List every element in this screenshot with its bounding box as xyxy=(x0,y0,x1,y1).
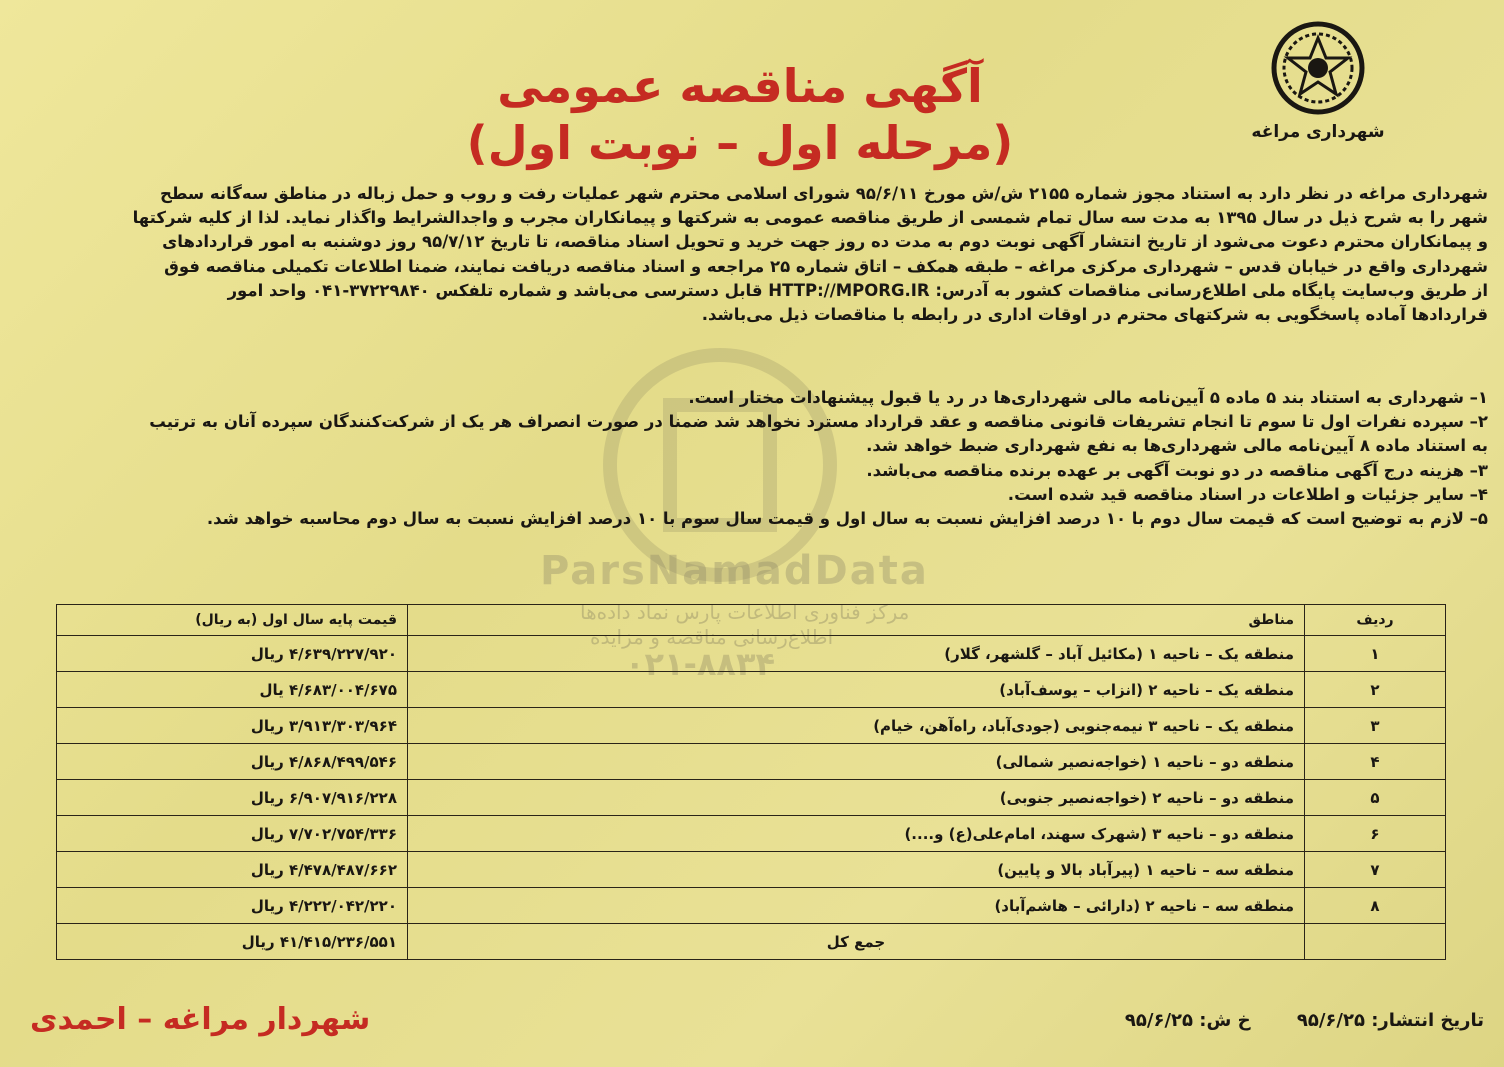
row-price: ۴/۴۷۸/۴۸۷/۶۶۲ ریال xyxy=(57,852,408,888)
row-price: ۴/۶۳۹/۲۲۷/۹۲۰ ریال xyxy=(57,636,408,672)
row-area: منطقه یک – ناحیه ۱ (مکائیل آباد – گلشهر، گلار) xyxy=(408,636,1305,672)
table-row xyxy=(57,744,1446,780)
publish-date: تاریخ انتشار: ۹۵/۶/۲۵ xyxy=(1296,1010,1484,1031)
row-area: منطقه سه – ناحیه ۱ (پیرآباد بالا و پایین) xyxy=(408,852,1305,888)
condition-item: ۴– سایر جزئیات و اطلاعات در اسناد مناقصه قید شده است. xyxy=(1007,484,1488,504)
table-row xyxy=(57,708,1446,744)
row-price: ۴/۸۶۸/۴۹۹/۵۴۶ ریال xyxy=(57,744,408,780)
notice-title xyxy=(420,58,1060,172)
intro-line: شهرداری واقع در خیابان قدس – شهرداری مرکزی مراغه – طبقه همکف – اتاق شماره ۲۵ مراجعه و اسناد مناقصه دریافت نمایند، ضمنا اطلاعات تکمیلی مناقصه فوق xyxy=(164,256,1488,276)
publish-info xyxy=(1085,1010,1484,1031)
intro-line: و پیمانکاران محترم دعوت می‌شود از تاریخ انتشار آگهی نوبت دوم به مدت ده روز جهت خرید و تحویل اسناد مناقصه، تا تاریخ ۹۵/۷/۱۲ روز دوشنبه به امور قراردادهای xyxy=(162,232,1488,252)
watermark-text: ParsNamadData xyxy=(540,548,929,594)
table-total-row xyxy=(57,924,1446,960)
total-price: ۴۱/۴۱۵/۲۳۶/۵۵۱ ریال xyxy=(57,924,408,960)
tender-table xyxy=(56,604,1446,960)
row-area: منطقه یک – ناحیه ۳ نیمه‌جنوبی (جودی‌آباد، راه‌آهن، خیام) xyxy=(408,708,1305,744)
row-number: ۳ xyxy=(1305,708,1446,744)
logo-label: شهرداری مراغه xyxy=(1251,122,1385,142)
condition-item: ۵– لازم به توضیح است که قیمت سال دوم با ۱۰ درصد افزایش نسبت به سال اول و قیمت سال سوم با ۱۰ درصد افزایش نسبت به سال دوم محاسبه خواهد شد. xyxy=(206,509,1488,529)
table-row xyxy=(57,888,1446,924)
mayor-signature: شهردار مراغه – احمدی xyxy=(30,1002,371,1037)
row-area: منطقه یک – ناحیه ۲ (انزاب – یوسف‌آباد) xyxy=(408,672,1305,708)
row-price: ۴/۲۲۲/۰۴۲/۲۲۰ ریال xyxy=(57,888,408,924)
row-area: منطقه دو – ناحیه ۱ (خواجه‌نصیر شمالی) xyxy=(408,744,1305,780)
condition-item: ۲– سپرده نفرات اول تا سوم تا انجام تشریفات قانونی مناقصه و عقد قرارداد مسترد نخواهد شد ضمنا در صورت انصراف هر یک از شرکت‌کنندگان سپرده آنان به ترتیب xyxy=(149,412,1488,432)
row-area: منطقه دو – ناحیه ۳ (شهرک سهند، امام‌علی(ع) و....) xyxy=(408,816,1305,852)
condition-item: ۳– هزینه درج آگهی مناقصه در دو نوبت آگهی بر عهده برنده مناقصه می‌باشد. xyxy=(866,460,1488,480)
intro-line: از طریق وب‌سایت پایگاه ملی اطلاع‌رسانی مناقصات کشور به آدرس: HTTP://MPORG.IR قابل دسترسی می‌باشد و شماره تلفکس ۳۷۲۲۹۸۴۰-۰۴۱ واحد امور xyxy=(227,280,1488,300)
table-header-row xyxy=(57,605,1446,636)
intro-line: شهر را به شرح ذیل در سال ۱۳۹۵ به مدت سه سال تمام شمسی از طریق مناقصه عمومی به شرکتها و پیمانکاران مجرب و واجدالشرایط واگذار نماید. لذا از کلیه شرکتها xyxy=(132,208,1488,228)
municipality-logo xyxy=(1248,20,1388,170)
header-row-number: ردیف xyxy=(1305,605,1446,636)
row-number: ۸ xyxy=(1305,888,1446,924)
watermark-phone: ۰۲۱-۸۸۳۴ xyxy=(625,645,775,683)
condition-item: به استناد ماده ۸ آیین‌نامه مالی شهرداری‌ها به نفع شهرداری ضبط خواهد شد. xyxy=(866,436,1488,456)
row-number: ۲ xyxy=(1305,672,1446,708)
table-row xyxy=(57,852,1446,888)
row-price: ۳/۹۱۳/۳۰۳/۹۶۴ ریال xyxy=(57,708,408,744)
row-price: ۴/۶۸۳/۰۰۴/۶۷۵ یال xyxy=(57,672,408,708)
header-areas: مناطق xyxy=(408,605,1305,636)
table-row xyxy=(57,636,1446,672)
row-number: ۶ xyxy=(1305,816,1446,852)
intro-paragraph xyxy=(16,182,1488,327)
total-empty-cell xyxy=(1305,924,1446,960)
row-number: ۷ xyxy=(1305,852,1446,888)
intro-line: قراردادها آماده پاسخگویی به شرکتهای محترم در اوقات اداری در رابطه با مناقصات ذیل می‌باشد. xyxy=(701,305,1488,325)
row-number: ۱ xyxy=(1305,636,1446,672)
maragheh-emblem-icon xyxy=(1270,20,1366,116)
row-number: ۴ xyxy=(1305,744,1446,780)
watermark-subtitle: مرکز فناوری اطلاعات پارس نماد داده‌ها xyxy=(580,600,910,624)
conditions-list xyxy=(16,386,1488,531)
intro-line: شهرداری مراغه در نظر دارد به استناد مجوز شماره ۲۱۵۵ ش/ش مورخ ۹۵/۶/۱۱ شورای اسلامی محترم شهر عملیات رفت و روب و حمل زباله در مناطق سه‌گانه سطح xyxy=(159,184,1488,203)
table-row xyxy=(57,816,1446,852)
condition-item: ۱– شهرداری به استناد بند ۵ ماده ۵ آیین‌نامه مالی شهرداری‌ها در رد یا قبول پیشنهادات مختار است. xyxy=(688,388,1488,407)
row-area: منطقه سه – ناحیه ۲ (دارائی – هاشم‌آباد) xyxy=(408,888,1305,924)
total-label: جمع کل xyxy=(408,924,1305,960)
row-price: ۷/۷۰۲/۷۵۴/۳۳۶ ریال xyxy=(57,816,408,852)
row-area: منطقه دو – ناحیه ۲ (خواجه‌نصیر جنوبی) xyxy=(408,780,1305,816)
title-line-1: آگهی مناقصه عمومی xyxy=(497,59,983,113)
table-row xyxy=(57,780,1446,816)
watermark-subtitle-2: اطلاع‌رسانی مناقصه و مزایده xyxy=(590,625,834,649)
table-row xyxy=(57,672,1446,708)
row-price: ۶/۹۰۷/۹۱۶/۲۲۸ ریال xyxy=(57,780,408,816)
reference-number: خ ش: ۹۵/۶/۲۵ xyxy=(1124,1010,1251,1031)
row-number: ۵ xyxy=(1305,780,1446,816)
title-line-2: (مرحله اول – نوبت اول) xyxy=(466,116,1014,170)
header-base-price: قیمت پایه سال اول (به ریال) xyxy=(57,605,408,636)
